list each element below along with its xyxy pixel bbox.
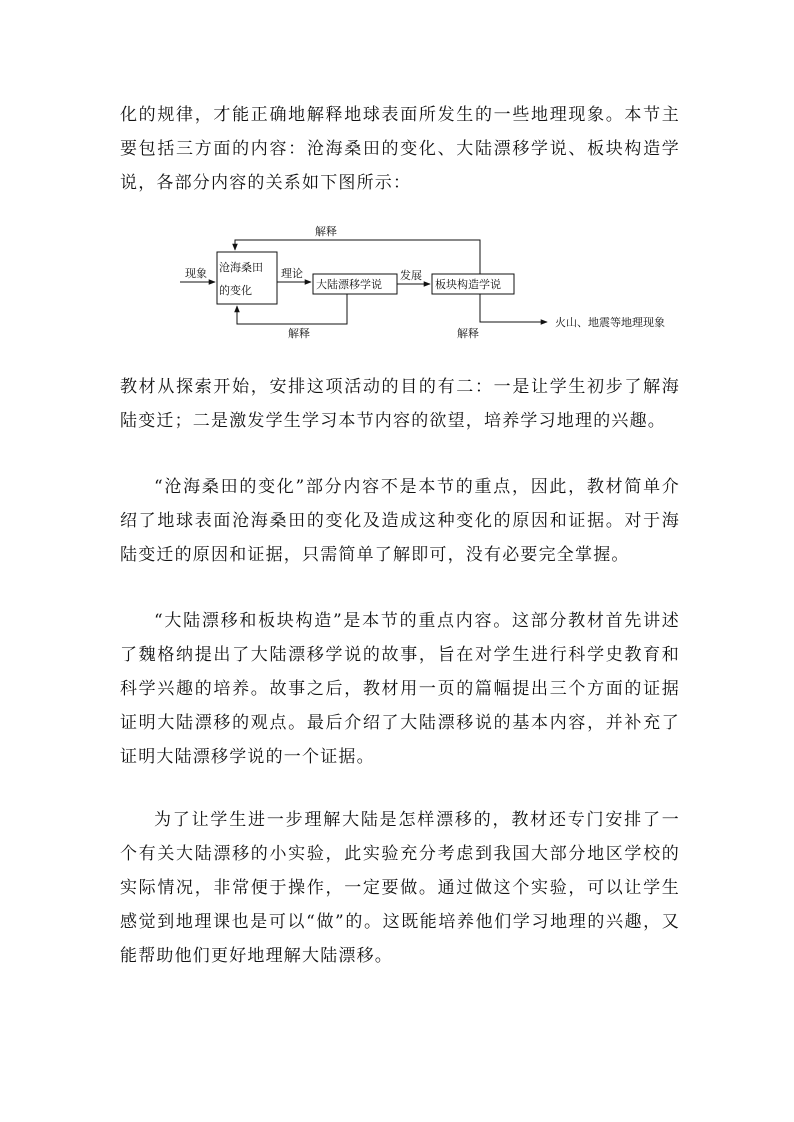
output-explain-arrow [480, 294, 547, 322]
volcano-earthquake-label: 火山、地震等地理现象 [555, 316, 665, 329]
top-explain-label: 解释 [315, 225, 337, 238]
intro-paragraph: 化的规律，才能正确地解释地球表面所发生的一些地理现象。本节主要包括三方面的内容：沧海桑田的变化、大陆漂移学说、板块构造学说，各部分内容的关系如下图所示： [120, 105, 680, 193]
sea-land-change-label-line1: 沧海桑田 [219, 261, 263, 274]
output-explain-label: 解释 [457, 327, 479, 340]
paragraph-4: 为了让学生进一步理解大陆是怎样漂移的，教材还专门安排了一个有关大陆漂移的小实验，此实验充分考虑到我国大部分地区学校的实际情况，非常便于操作，一定要做。通过做这个实验，可以让学生感觉到地理课也是可以“做”的。这既能培养他们学习地理的兴趣，又能帮助他们更好地理解大陆漂移。 [120, 810, 680, 966]
plate-tectonics-label: 板块构造学说 [435, 278, 501, 291]
concept-relationship-diagram [175, 222, 695, 347]
sea-land-change-label-line2: 的变化 [219, 284, 252, 297]
bottom-explain-label: 解释 [288, 327, 310, 340]
paragraph-3: “大陆漂移和板块构造”是本节的重点内容。这部分教材首先讲述了魏格纳提出了大陆漂移学说的故事，旨在对学生进行科学史教育和科学兴趣的培养。故事之后，教材用一页的篇幅提出三个方面的证据证明大陆漂移的观点。最后介绍了大陆漂移说的基本内容，并补充了证明大陆漂移学说的一个证据。 [120, 611, 680, 767]
development-label: 发展 [400, 269, 422, 282]
paragraph-1: 教材从探索开始，安排这项活动的目的有二：一是让学生初步了解海陆变迁；二是激发学生学习本节内容的欲望，培养学习地理的兴趣。 [120, 377, 680, 431]
phenomenon-label: 现象 [185, 267, 207, 280]
paragraph-2: “沧海桑田的变化”部分内容不是本节的重点，因此，教材简单介绍了地球表面沧海桑田的变化及造成这种变化的原因和证据。对于海陆变迁的原因和证据，只需简单了解即可，没有必要完全掌握。 [120, 477, 680, 565]
theory-label: 理论 [281, 267, 303, 280]
continental-drift-label: 大陆漂移学说 [316, 278, 382, 291]
